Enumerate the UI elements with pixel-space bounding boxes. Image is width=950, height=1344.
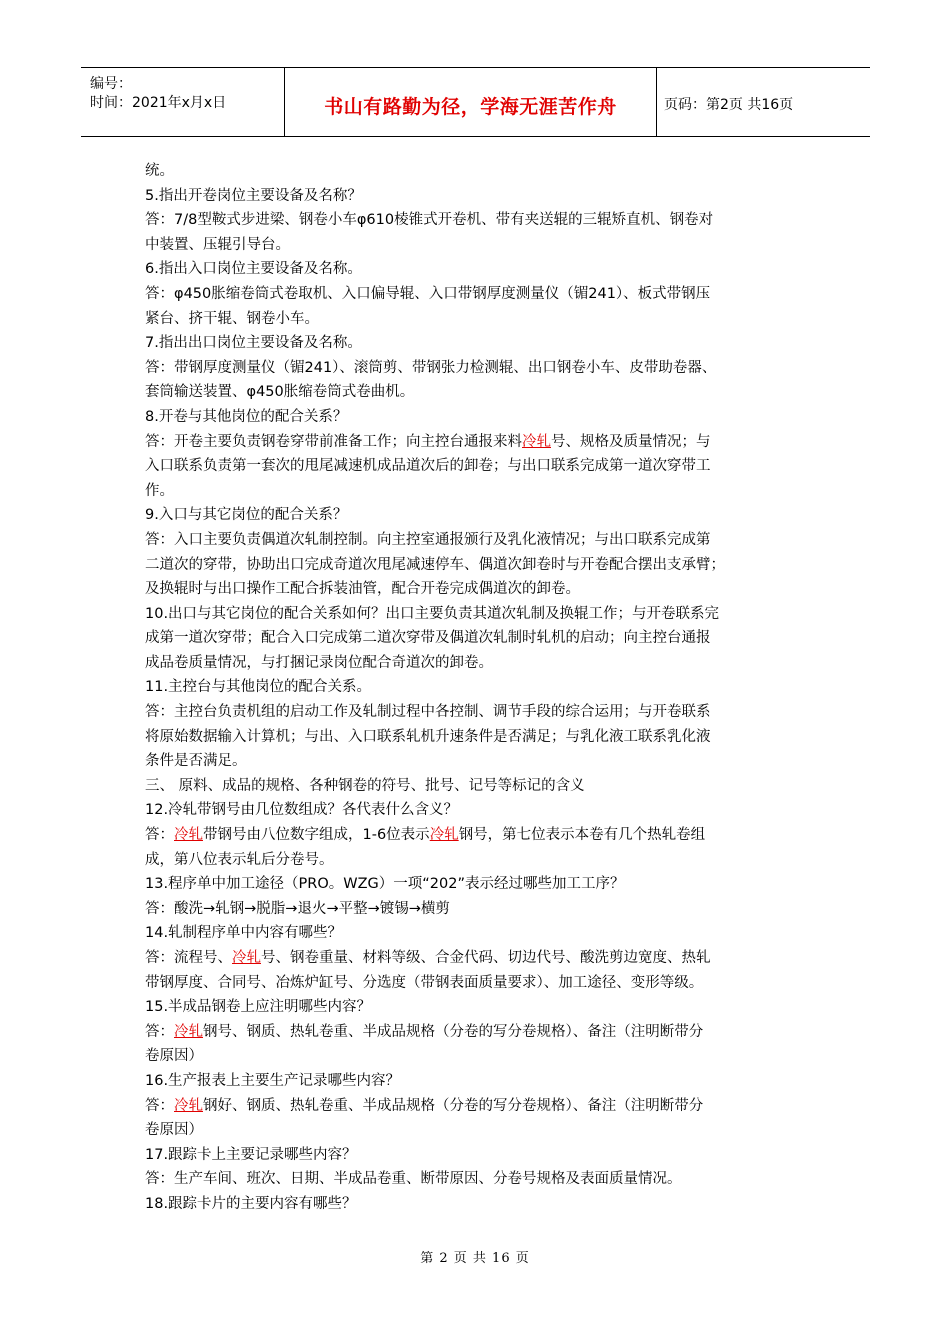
text-line (145, 1167, 810, 1192)
text-line (145, 626, 810, 651)
text-line (145, 1192, 810, 1217)
text-segment: 答： (145, 827, 174, 844)
text-line (145, 577, 810, 602)
text-line (145, 700, 810, 725)
text-line (145, 749, 810, 774)
text-segment: 入口联系负责第一套次的甩尾减速机成品道次后的卸卷；与出口联系完成第一道次穿带工 (145, 458, 711, 475)
text-line (145, 848, 810, 873)
text-segment: 将原始数据输入计算机；与出、入口联系轧机升速条件是否满足；与乳化液工联系乳化液 (145, 728, 711, 745)
text-segment: 钢好、钢质、热轧卷重、半成品规格（分卷的写分卷规格）、备注（注明断带分 (203, 1097, 704, 1114)
text-line (145, 282, 810, 307)
text-line (145, 823, 810, 848)
header-center-cell (284, 68, 657, 136)
text-line (145, 503, 810, 528)
text-segment: 18.跟踪卡片的主要内容有哪些？ (145, 1195, 357, 1212)
text-segment: 答：带钢厚度测量仪（镅241）、滚筒剪、带钢张力检测辊、出口钢卷小车、皮带助卷器、 (145, 359, 717, 376)
keyword-link[interactable]: 冷轧 (429, 827, 459, 844)
text-line (145, 257, 810, 282)
text-line (145, 971, 810, 996)
text-segment: 9.入口与其它岗位的配合关系？ (145, 507, 348, 524)
text-segment: 答：入口主要负责偶道次轧制控制。向主控室通报颁行及乳化液情况；与出口联系完成第 (145, 531, 711, 548)
text-line (145, 208, 810, 233)
text-line (145, 774, 810, 799)
text-segment: 答：主控台负责机组的启动工作及轧制过程中各控制、调节手段的综合运用；与开卷联系 (145, 704, 711, 721)
text-segment: 成，第八位表示轧后分卷号。 (145, 851, 334, 868)
text-line (145, 872, 810, 897)
text-segment: 统。 (145, 163, 174, 179)
text-segment: 卷原因） (145, 1122, 203, 1139)
text-segment: 5.指出开卷岗位主要设备及名称？ (145, 187, 362, 204)
text-line (145, 233, 810, 258)
text-segment: 12.冷轧带钢号由几位数组成？各代表什么含义？ (145, 802, 459, 819)
text-segment: 带钢号由八位数字组成，1-6位表示 (203, 827, 430, 844)
text-line (145, 331, 810, 356)
text-segment: 作。 (145, 482, 174, 499)
text-line (145, 380, 810, 405)
keyword-link[interactable]: 冷轧 (522, 433, 551, 450)
text-segment: 答： (145, 1097, 174, 1114)
text-segment: 10.出口与其它岗位的配合关系如何？出口主要负责其道次轧制及换辊工作；与开卷联系完 (145, 605, 720, 622)
header-left-cell (81, 68, 284, 136)
text-line (145, 553, 810, 578)
text-segment: 紧台、挤干辊、钢卷小车。 (145, 310, 319, 327)
header-right-cell (656, 68, 870, 136)
text-segment: 13.程序单中加工途径（PRO。WZG）一项“202”表示经过哪些加工工序？ (145, 876, 625, 893)
header-motto: 书山有路勤为径，学海无涯苦作舟 (324, 96, 617, 118)
text-segment: 三、 原料、成品的规格、各种钢卷的符号、批号、记号等标记的含义 (145, 777, 585, 794)
text-segment: 条件是否满足。 (145, 753, 247, 770)
text-segment: 套筒输送装置、φ450胀缩卷筒式卷曲机。 (145, 384, 415, 401)
text-line (145, 946, 810, 971)
header-page-info: 页码：第2页 共16页 (664, 97, 794, 113)
text-segment: 14.轧制程序单中内容有哪些？ (145, 925, 343, 942)
text-line (145, 1069, 810, 1094)
text-segment: 答：生产车间、班次、日期、半成品卷重、断带原因、分卷号规格及表面质量情况。 (145, 1171, 682, 1188)
text-line (145, 651, 810, 676)
text-line (145, 184, 810, 209)
keyword-link[interactable]: 冷轧 (174, 827, 203, 844)
text-line (145, 307, 810, 332)
text-segment: 成品卷质量情况，与打捆记录岗位配合奇道次的卸卷。 (145, 654, 493, 671)
text-segment: 卷原因） (145, 1048, 203, 1065)
text-segment: 成第一道次穿带；配合入口完成第二道次穿带及偶道次轧制时轧机的启动；向主控台通报 (145, 630, 711, 647)
text-line (145, 675, 810, 700)
text-line (145, 897, 810, 922)
text-segment: 15.半成品钢卷上应注明哪些内容？ (145, 999, 372, 1016)
text-segment: 11.主控台与其他岗位的配合关系。 (145, 679, 372, 696)
text-segment: 答：酸洗→轧钢→脱脂→退火→平整→镀锡→横剪 (145, 900, 450, 917)
text-line (145, 159, 810, 184)
keyword-link[interactable]: 冷轧 (232, 950, 261, 966)
keyword-link[interactable]: 冷轧 (174, 1023, 203, 1040)
text-segment: 答：开卷主要负责钢卷穿带前准备工作；向主控台通报来料 (145, 433, 522, 450)
text-line (145, 1118, 810, 1143)
text-segment: 8.开卷与其他岗位的配合关系？ (145, 408, 348, 425)
text-line (145, 725, 810, 750)
text-line (145, 1143, 810, 1168)
text-segment: 答：流程号、 (145, 950, 232, 966)
text-line (145, 1094, 810, 1119)
text-line (145, 528, 810, 553)
text-line (145, 405, 810, 430)
text-segment: 号、规格及质量情况；与 (551, 433, 711, 450)
page-header (81, 67, 870, 137)
text-segment: 带钢厚度、合同号、冶炼炉缸号、分选度（带钢表面质量要求）、加工途径、变形等级。 (145, 974, 704, 991)
text-segment: 中装置、压辊引导台。 (145, 236, 290, 253)
document-number-label: 编号： (90, 76, 132, 92)
text-segment: 钢号，第七位表示本卷有几个热轧卷组 (458, 827, 706, 844)
text-line (145, 995, 810, 1020)
text-segment: 及换辊时与出口操作工配合拆装油管，配合开卷完成偶道次的卸卷。 (145, 581, 580, 598)
text-line (145, 1020, 810, 1045)
document-date: 时间：2021年x月x日 (90, 95, 227, 111)
text-line (145, 454, 810, 479)
text-line (145, 1044, 810, 1069)
text-segment: 7.指出出口岗位主要设备及名称。 (145, 335, 362, 352)
text-line (145, 356, 810, 381)
text-segment: 答： (145, 1023, 174, 1040)
document-body (145, 159, 810, 1217)
text-line (145, 479, 810, 504)
text-segment: 号、钢卷重量、材料等级、合金代码、切边代号、酸洗剪边宽度、热轧 (261, 950, 711, 966)
text-segment: 答：7/8型鞍式步进梁、钢卷小车φ610棱锥式开卷机、带有夹送辊的三辊矫直机、钢卷对 (145, 212, 714, 229)
text-segment: 17.跟踪卡上主要记录哪些内容？ (145, 1146, 357, 1163)
text-segment: 答：φ450胀缩卷筒式卷取机、入口偏导辊、入口带钢厚度测量仪（镅241）、板式带钢压 (145, 285, 711, 302)
text-segment: 二道次的穿带，协助出口完成奇道次甩尾减速停车、偶道次卸卷时与开卷配合摆出支承臂； (145, 556, 725, 573)
text-line (145, 798, 810, 823)
text-segment: 16.生产报表上主要生产记录哪些内容？ (145, 1072, 401, 1089)
text-line (145, 921, 810, 946)
text-segment: 6.指出入口岗位主要设备及名称。 (145, 261, 362, 278)
keyword-link[interactable]: 冷轧 (174, 1097, 203, 1114)
text-segment: 钢号、钢质、热轧卷重、半成品规格（分卷的写分卷规格）、备注（注明断带分 (203, 1023, 704, 1040)
text-line (145, 430, 810, 455)
page-footer: 第 2 页 共 16 页 (420, 1251, 530, 1266)
text-line (145, 602, 810, 627)
